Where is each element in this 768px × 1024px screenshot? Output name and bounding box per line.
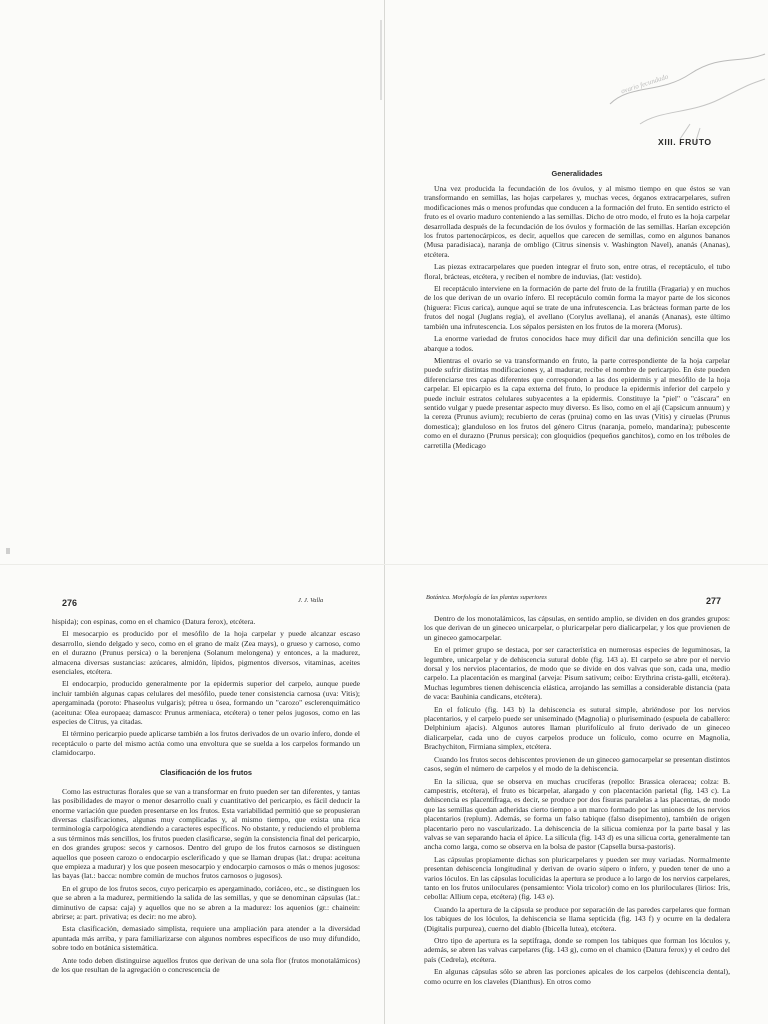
scan-speck <box>380 20 382 100</box>
paragraph: Mientras el ovario se va transformando en fruto, la parte correspondiente de la hoja carpelar puede sufrir distintas modificaciones y, al madurar, recibe el nombre de pericarpio. En éste pueden diferenciarse tres capas diferentes que corresponden a las dos epidermis y al mesófilo de la hoja carpelar. El epicarpio es la capa externa del fruto, lo produce la epidermis inferior del carpelo y puede incluir estratos celulares subyacentes a la epidermis. Constituye la "piel" o "cáscara" en sentido vulgar y puede presentar aspecto muy diverso. Es liso, como en el ají (Capsicum annuum) y la cereza (Prunus avium); recubierto de ceras (pruina) como en las uvas (Vitis) y ciruelas (Prunus domestica); glanduloso en los frutos del género Citrus (naranja, pomelo, mandarina); pubescente como en el durazno (Prunus persica); con gloquidios (pequeños ganchitos), como en los tréboles de carretilla (Medicago <box>424 355 730 450</box>
paragraph: La enorme variedad de frutos conocidos hace muy difícil dar una definición sencilla que los abarque a todos. <box>424 334 730 353</box>
binding-seam <box>384 0 385 1024</box>
page-number: 277 <box>706 596 722 606</box>
section-heading: Generalidades <box>551 169 603 178</box>
paragraph: Ante todo deben distinguirse aquellos frutos que derivan de una sola flor (frutos monotalámicos) de los que resultan de la agregación o concrescencia de <box>52 955 360 974</box>
section-heading: Clasificación de los frutos <box>160 767 252 777</box>
paragraph: En algunas cápsulas sólo se abren las porciones apicales de los carpelos (dehiscencia dental), como ocurre en los claveles (Dianthus). En otros como <box>424 967 730 986</box>
paragraph: El mesocarpio es producido por el mesófilo de la hoja carpelar y puede alcanzar escaso desarrollo, siendo delgado y seco, como en el grano de maíz (Zea mays), o grueso y carnoso, como en el durazno (Prunus persica) o la berenjena (Solanum melongena) y entonces, a la madurez, almacena diversas sustancias: azúcares, almidón, lípidos, pigmentos diversos, vitaminas, aceites esenciales, etcétera. <box>52 629 360 677</box>
page-break <box>0 564 768 565</box>
page-277-body <box>424 614 730 1024</box>
paragraph: hispida); con espinas, como en el chamico (Datura ferox), etcétera. <box>52 617 256 626</box>
paragraph: En el primer grupo se destaca, por ser característica en numerosas especies de leguminosas, la legumbre, unicarpelar y de dehiscencia sutural doble (fig. 143 a). El carpelo se abre por el nervio dorsal y los nervios placentarios, de modo que se divide en dos valvas que son, cada una, medio carpelo. La placentación es marginal (arveja: Pisum sativum; ceibo: Erythrina crista-galli, etcétera). Muchas legumbres tienen dehiscencia elástica, arrojando las semillas a considerable distancia (pata de vaca: Bauhinia candicans, etcétera). <box>424 645 730 702</box>
scan-speck <box>6 548 10 554</box>
paragraph: Cuando los frutos secos dehiscentes provienen de un gineceo gamocarpelar se presentan distintos casos, según el número de carpelos y el modo de la dehiscencia. <box>424 754 730 774</box>
paragraph: Las cápsulas propiamente dichas son pluricarpelares y pueden ser muy variadas. Normalmente presentan dehiscencia longitudinal y derivan de ovario súpero o ínfero, y pueden tener de uno a varios lóculos. En las cápsulas loculicidas la apertura se produce a lo largo de los nervios carpelares, tanto en los frutos uniloculares (pensamiento: Viola tricolor) como en los pluriloculares (lirios: Iris, cebolla: Allium cepa, etcétera) (fig. 143 e). <box>424 854 730 902</box>
paragraph: Las piezas extracarpelares que pueden integrar el fruto son, entre otras, el receptáculo, el tubo floral, brácteas, etcétera, y reciben el nombre de induvias, (lat: vestido). <box>424 262 730 281</box>
handwritten-note: ovario fecundado <box>619 72 670 96</box>
paragraph: Esta clasificación, demasiado simplista, requiere una ampliación para atender a la diversidad apuntada más arriba, y para familiarizarse con algunos nombres específicos de uso muy difundido, sobre todo en botánica sistemática. <box>52 924 360 953</box>
running-head: Botánica. Morfología de las plantas superiores <box>426 594 547 601</box>
paragraph: En la silicua, que se observa en muchas crucíferas (repollo: Brassica oleracea; colza: B. campestris, etcétera), el fruto es bicarpelar, alargado y con placentación parietal (fig. 143 c). La dehiscencia es placentífraga, es decir, se produce por dos fisuras paralelas a las placentas, de modo que las semillas quedan adheridas cierto tiempo a un marco formado por las uniones de los nervios placentarios (replum). Además, se forma un falso tabique (falso disepimento), también de origen placentario pero no vascularizado. La dehiscencia de la silicua comienza por la parte basal y las valvas se van separando hacia el ápice. La silícula (fig. 143 d) es una silicua corta, generalmente tan ancha como larga, como se observa en la bolsa de pastor (Capsella bursa-pastoris). <box>424 776 730 852</box>
paragraph: En el grupo de los frutos secos, cuyo pericarpio es apergaminado, coriáceo, etc., se distinguen los que se abren a la madurez, permitiendo la salida de las semillas, y que se denominan cápsulas (lat.: diminutivo de capsa: caja) y aquellos que no se abren a la madurez: los aquenios (gr.: chainein: abrirse; a: part. privativa; es decir: no me abro). <box>52 883 360 921</box>
page-276-body <box>52 617 360 1024</box>
paragraph: El endocarpio, producido generalmente por la epidermis superior del carpelo, aunque puede incluir también algunas capas celulares del mesófilo, puede tener consistencia carnosa (uva: Vitis); apergaminada (poroto: Phaseolus vulgaris); pétrea u ósea, formando un "carozo" esclerenquimático (aceituna: Olea europaea; damasco: Prunus armeniaca, etcétera) o tener pelos jugosos, como en las especies de Citrus, ya citadas. <box>52 679 360 727</box>
page-275-body <box>424 165 730 500</box>
paragraph: El receptáculo interviene en la formación de parte del fruto de la frutilla (Fragaria) y en muchos de los que derivan de un ovario ínfero. El receptáculo común forma la mayor parte de los siconos (higuera: Ficus carica), aunque aquí se trate de una infrutescencia. Las brácteas forman parte de los frutos del nogal (Juglans regia), el avellano (Corylus avellana), el ananás (Ananas), este último también una infrutescencia. Los sépalos persisten en los frutos de la morera (Morus). <box>424 284 730 331</box>
chapter-title: XIII. FRUTO <box>658 137 712 147</box>
paragraph: Otro tipo de apertura es la septífraga, donde se rompen los tabiques que forman los lóculos y, además, se abren las valvas carpelares (fig. 143 g), como en el chamico (Datura ferox) y el cedro del país (Cedrela), etcétera. <box>424 936 730 964</box>
running-head: J. J. Valla <box>298 597 324 604</box>
paragraph: Como las estructuras florales que se van a transformar en fruto pueden ser tan diferentes, y tantas las posibilidades de mayor o menor desarrollo cuali y cuantitativo del pericarpio, es fácil deducir la enorme variación que pueden presentarse en los frutos. Esta variabilidad permitió que se propusieran diversas clasificaciones, algunas muy complicadas y, al mismo tiempo, que exista una rica terminología carpológica atendiendo a caracteres específicos. No obstante, y reduciendo el problema a sus términos más sencillos, los frutos pueden clasificarse, según la consistencia final del pericarpio, en dos grandes grupos: secos y carnosos. Dentro del grupo de los frutos carnosos se distinguen aquellos que poseen carozo o endocarpio esclerificado y que se llaman drupas (lat.: drupa: aceituna que empieza a madurar) y los que poseen mesocarpio y endocarpio carnosos o más o menos jugosos: las bayas (lat.: bacca: nombre común de muchos frutos carnosos o jugosos). <box>52 786 360 881</box>
paragraph: Una vez producida la fecundación de los óvulos, y al mismo tiempo en que éstos se van transformando en semillas, las hojas carpelares y, muchas veces, órganos extracarpelares, sufren modificaciones más o menos profundas que conducen a la formación del fruto. En sentido estricto el fruto es el ovario maduro conteniendo a las semillas. Dicho de otro modo, el fruto es la hoja carpelar desarrollada después de la fecundación de los óvulos y formación de las semillas. Harían excepción los frutos partenocárpicos, es decir, aquellos que carecen de semillas, como en algunos bananos (Musa paradisiaca), naranja de ombligo (Citrus sinensis v. Washington Navel), ananás (Ananas), etcétera. <box>424 184 730 259</box>
page-number: 276 <box>62 598 78 608</box>
paragraph: Dentro de los monotalámicos, las cápsulas, en sentido amplio, se dividen en dos grandes grupos: los que derivan de un gineceo unicarpelar, o pluricarpelar pero dialicarpelar, y los que provienen de un gineceo gamocarpelar. <box>424 614 730 642</box>
paragraph: Cuando la apertura de la cápsula se produce por separación de las paredes carpelares que forman los tabiques de los lóculos, la dehiscencia se llama septicida (fig. 143 f) y ocurre en la dedalera (Digitalis purpurea), cuerno del diablo (Ibicella lutea), etcétera. <box>424 904 730 933</box>
paragraph: El término pericarpio puede aplicarse también a los frutos derivados de un ovario ínfero, donde el receptáculo o parte del mismo actúa como una envoltura que se suelda a los carpelos formando un clamidocarpo. <box>52 729 360 758</box>
paragraph: En el folículo (fig. 143 b) la dehiscencia es sutural simple, abriéndose por los nervios placentarios, y el carpelo puede ser uniseminado (Magnolia) o pluriseminado (espuela de caballero: Delphinium ajacis). Algunos autores llaman plurifolículo al fruto derivado de un gineceo dialicarpelar, cada uno de cuyos carpelos produce un folículo, como ocurre en Magnolia, Brachychiton, Firmiana simplex, etcétera. <box>424 704 730 752</box>
